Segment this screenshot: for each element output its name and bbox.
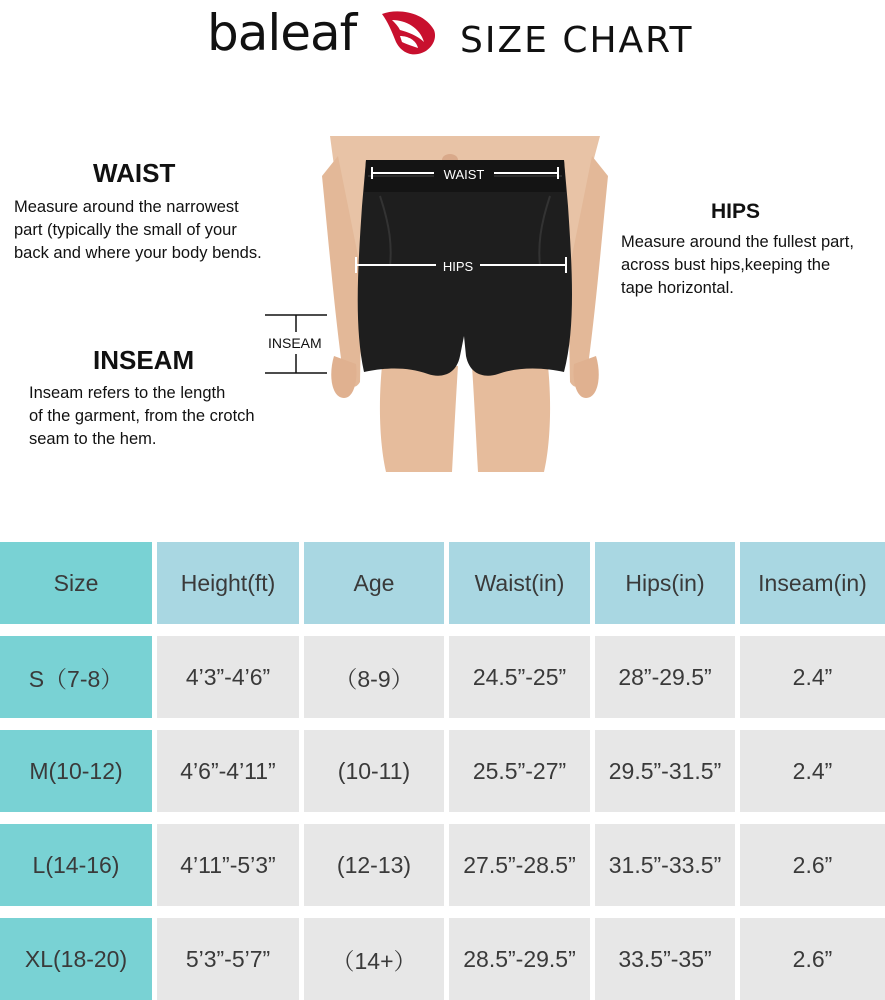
table-cell: 28.5”-29.5” [449,918,590,1000]
table-cell: （14+） [304,918,444,1000]
hips-line-1: Measure around the fullest part, [621,233,854,251]
table-cell: 4’3”-4’6” [157,636,299,718]
hips-description [621,231,854,300]
page-title: SIZE CHART [460,20,694,61]
table-cell: 2.6” [740,918,885,1000]
column-header: Height(ft) [157,542,299,624]
table-cell: 28”-29.5” [595,636,735,718]
table-cell: （8-9） [304,636,444,718]
waist-measure-label: WAIST [443,167,485,182]
table-cell: 27.5”-28.5” [449,824,590,906]
inseam-line-2: of the garment, from the crotch [29,407,255,425]
waist-description [14,196,262,265]
leaf-logo-icon [378,6,440,58]
table-cell: (12-13) [304,824,444,906]
column-header: Size [0,542,152,624]
inseam-heading: INSEAM [93,345,195,375]
table-cell: 4’6”-4’11” [157,730,299,812]
inseam-description [29,382,255,451]
waist-heading: WAIST [93,158,176,188]
table-cell: 33.5”-35” [595,918,735,1000]
table-cell: 25.5”-27” [449,730,590,812]
inseam-line-3: seam to the hem. [29,430,157,448]
column-header: Inseam(in) [740,542,885,624]
size-cell: M(10-12) [0,730,152,812]
column-header: Hips(in) [595,542,735,624]
table-cell: 4’11”-5’3” [157,824,299,906]
hips-line-2: across bust hips,keeping the [621,256,831,274]
hips-measure-label: HIPS [442,259,474,274]
size-cell: S（7-8） [0,636,152,718]
brand-logo-text: baleaf [207,4,357,62]
column-header: Age [304,542,444,624]
size-cell: L(14-16) [0,824,152,906]
waist-line-2: part (typically the small of your [14,221,237,239]
waist-line-1: Measure around the narrowest [14,198,239,216]
table-cell: 2.4” [740,730,885,812]
table-cell: 5’3”-5’7” [157,918,299,1000]
inseam-measure-label: INSEAM [268,335,322,351]
shorts-model-illustration [320,136,610,472]
table-cell: (10-11) [304,730,444,812]
table-cell: 24.5”-25” [449,636,590,718]
size-cell: XL(18-20) [0,918,152,1000]
table-cell: 2.6” [740,824,885,906]
column-header: Waist(in) [449,542,590,624]
inseam-line-1: Inseam refers to the length [29,384,226,402]
hips-heading: HIPS [711,200,761,223]
table-cell: 2.4” [740,636,885,718]
table-cell: 29.5”-31.5” [595,730,735,812]
waist-line-3: back and where your body bends. [14,244,262,262]
table-cell: 31.5”-33.5” [595,824,735,906]
header [0,0,885,80]
hips-line-3: tape horizontal. [621,279,734,297]
